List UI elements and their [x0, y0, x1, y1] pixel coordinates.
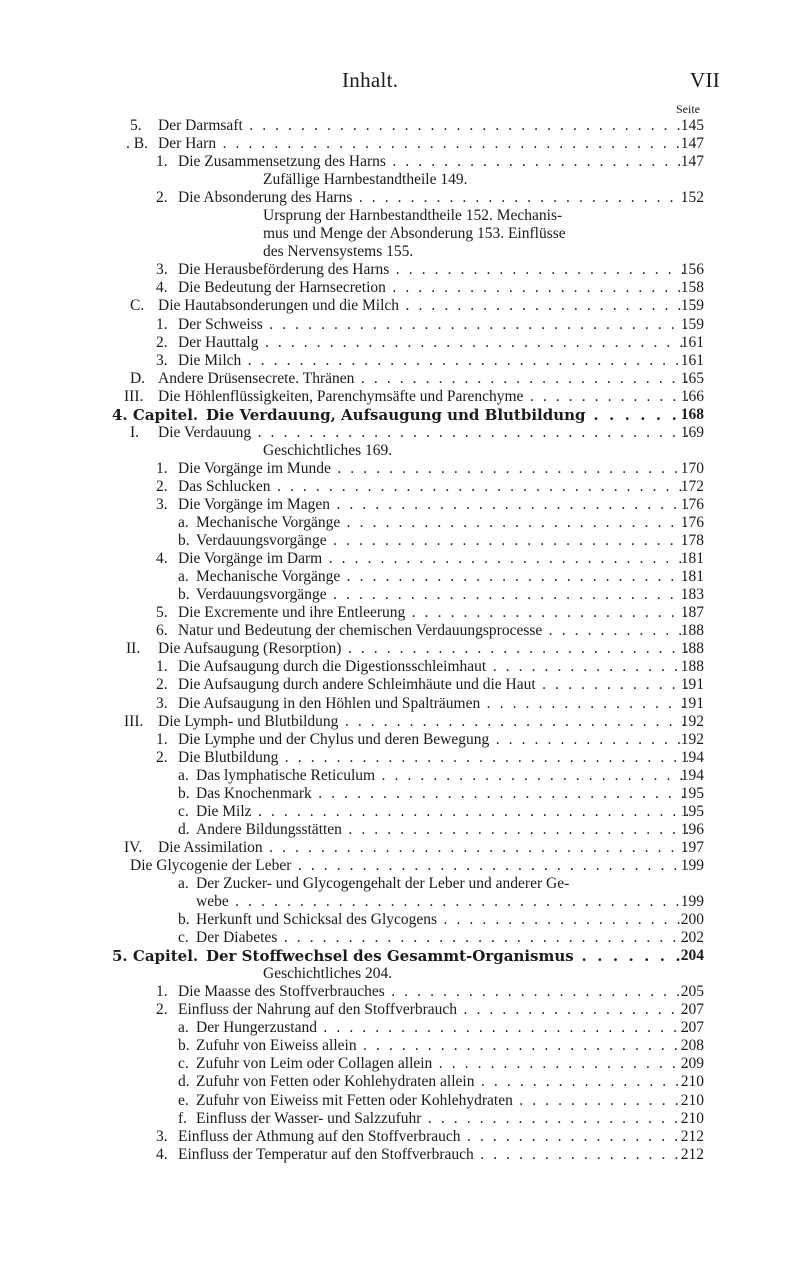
toc-entry-number: 2.: [156, 333, 168, 351]
toc-entry-page: 208: [680, 1037, 704, 1055]
toc-entry-number: 2.: [156, 676, 168, 694]
toc-entry-page: 178: [680, 532, 704, 550]
toc-entry-page: 207: [680, 1019, 704, 1037]
toc-entry-number: 2.: [156, 477, 168, 495]
toc-entry-title: Die Vorgänge im Munde . . .: [178, 460, 688, 478]
toc-entry-page: 188: [680, 658, 704, 676]
toc-entry-number: 4. Capitel.: [112, 405, 199, 424]
toc-entry: [0, 460, 800, 478]
toc-entry-title: Der Hauttalg . . .: [178, 334, 688, 352]
toc-entry-title: Die Verdauung, Aufsaugung und Blutbildung . . .: [206, 406, 688, 424]
toc-entry-page: 166: [680, 387, 704, 405]
toc-entry-number: 3.: [156, 351, 168, 369]
toc-entry: [0, 911, 800, 929]
toc-entry-title: webe . . .: [196, 893, 688, 911]
toc-entry-number: a.: [178, 766, 189, 784]
toc-entry-title: Geschichtliches 204.: [263, 965, 393, 983]
toc-entry-page: 200: [680, 911, 704, 929]
toc-entry-page: 145: [680, 117, 704, 134]
toc-entry: [0, 622, 800, 640]
toc-entry-number: c.: [178, 929, 189, 947]
toc-entry: [0, 1001, 800, 1019]
toc-entry: [0, 586, 800, 604]
toc-entry-title: Einfluss der Temperatur auf den Stoffverbrauch . . .: [178, 1146, 688, 1164]
toc-entry-number: b.: [178, 784, 190, 802]
toc-entry: [0, 171, 800, 189]
toc-entry-number: 1.: [156, 459, 168, 477]
toc-entry: [0, 478, 800, 496]
toc-entry-page: 196: [680, 820, 704, 838]
toc-entry-page: 210: [680, 1091, 704, 1109]
toc-entry-number: a.: [178, 874, 189, 892]
toc-entry: [0, 929, 800, 947]
toc-entry-page: 169: [680, 423, 704, 441]
toc-entry-number: 5. Capitel.: [112, 947, 199, 966]
toc-entry-number: f.: [178, 1109, 188, 1127]
toc-entry-page: 202: [680, 929, 704, 947]
toc-entry-page: 195: [680, 802, 704, 820]
toc-entry-title: Andere Drüsensecrete. Thränen . . .: [158, 370, 688, 388]
toc-entry: [0, 785, 800, 803]
toc-entry-title: Der Diabetes . . .: [196, 929, 688, 947]
toc-entry: [0, 352, 800, 370]
toc-entry-number: II.: [126, 640, 141, 658]
toc-entry-title: Einfluss der Nahrung auf den Stoffverbrauch . . .: [178, 1001, 688, 1019]
toc-entry-page: 204: [680, 947, 704, 965]
toc-entry-number: b.: [178, 586, 190, 604]
toc-entry-title: mus und Menge der Absonderung 153. Einflüsse: [263, 225, 566, 243]
toc-entry-title: Die Milz . . .: [196, 803, 688, 821]
toc-entry-title: Die Bedeutung der Harnsecretion . . .: [178, 279, 688, 297]
toc-entry-title: Die Excremente und ihre Entleerung . . .: [178, 604, 688, 622]
toc-entry-title: Zufuhr von Leim oder Collagen allein . . .: [196, 1055, 688, 1073]
toc-entry-page: 188: [680, 640, 704, 658]
toc-entry-number: 3.: [156, 1127, 168, 1145]
toc-entry-number: 1.: [156, 730, 168, 748]
toc-entry-title: Der Harn . . .: [158, 135, 688, 153]
toc-entry-page: 156: [680, 261, 704, 279]
toc-entry-page: 159: [680, 297, 704, 315]
toc-entry: [0, 514, 800, 532]
toc-entry-title: Zufuhr von Eiweiss mit Fetten oder Kohlehydraten . . .: [196, 1092, 688, 1110]
toc-entry-title: Zufällige Harnbestandtheile 149.: [263, 171, 468, 189]
toc-entry: [0, 153, 800, 171]
toc-entry-page: 152: [680, 189, 704, 207]
toc-entry-page: 183: [680, 586, 704, 604]
toc-entry: [0, 532, 800, 550]
toc-entry-number: 2.: [156, 189, 168, 207]
toc-entry-page: 165: [680, 369, 704, 387]
toc-entry-title: Die Maasse des Stoffverbrauches . . .: [178, 983, 688, 1001]
toc-entry-number: 1.: [156, 315, 168, 333]
toc-entry-title: Mechanische Vorgänge . . .: [196, 514, 688, 532]
toc-entry-title: Die Milch . . .: [178, 352, 688, 370]
toc-entry-title: Die Verdauung . . .: [158, 424, 688, 442]
toc-entry-number: I.: [130, 423, 140, 441]
toc-entry-title: Die Vorgänge im Magen . . .: [178, 496, 688, 514]
toc-entry: [0, 370, 800, 388]
toc-entry-page: 197: [680, 838, 704, 856]
toc-entry: [0, 406, 800, 424]
toc-entry-number: 6.: [156, 622, 168, 640]
toc-entry-title: Der Schweiss . . .: [178, 316, 688, 334]
toc-entry-number: III.: [124, 712, 144, 730]
toc-entry-title: Herkunft und Schicksal des Glycogens . . .: [196, 911, 688, 929]
toc-entry: [0, 749, 800, 767]
toc-entry-title: Das Knochenmark . . .: [196, 785, 688, 803]
toc-entry-number: 4.: [156, 279, 168, 297]
toc-entry-title: Die Lymph- und Blutbildung . . .: [158, 713, 688, 731]
toc-entry-title: Verdauungsvorgänge . . .: [196, 532, 688, 550]
toc-entry: [0, 568, 800, 586]
toc-entry: [0, 496, 800, 514]
toc-entry-page: 212: [680, 1127, 704, 1145]
toc-entry-page: 181: [680, 568, 704, 586]
toc-entry-title: Mechanische Vorgänge . . .: [196, 568, 688, 586]
toc-entry-title: des Nervensystems 155.: [263, 243, 414, 261]
toc-entry-page: 210: [680, 1073, 704, 1091]
toc-entry-title: Die Herausbeförderung des Harns . . .: [178, 261, 688, 279]
toc-entry-number: a.: [178, 514, 189, 532]
toc-entry-page: 176: [680, 495, 704, 513]
toc-entry: [0, 1146, 800, 1164]
toc-entry-title: Die Aufsaugung durch die Digestionsschleimhaut . . .: [178, 658, 688, 676]
toc-entry-number: . B.: [126, 135, 148, 153]
toc-entry: [0, 1055, 800, 1073]
toc-entry-number: c.: [178, 802, 189, 820]
toc-entry-title: Der Hungerzustand . . .: [196, 1019, 688, 1037]
toc-entry-number: d.: [178, 1073, 190, 1091]
toc-entry: [0, 424, 800, 442]
toc-entry: [0, 713, 800, 731]
toc-entry-page: 161: [680, 351, 704, 369]
toc-entry-page: 158: [680, 279, 704, 297]
toc-entry: [0, 1073, 800, 1091]
toc-entry-title: Die Aufsaugung durch andere Schleimhäute und die Haut . . .: [178, 676, 688, 694]
toc-entry-page: 192: [680, 712, 704, 730]
toc-entry-page: 188: [680, 622, 704, 640]
toc-entry-page: 192: [680, 730, 704, 748]
toc-entry: [0, 1019, 800, 1037]
toc-entry-page: 194: [680, 766, 704, 784]
toc-entry-title: Die Vorgänge im Darm . . .: [178, 550, 688, 568]
toc-entry: [0, 983, 800, 1001]
toc-entry: [0, 767, 800, 785]
toc-entry-number: 1.: [156, 153, 168, 171]
toc-entry-page: 147: [680, 135, 704, 153]
toc-entry-number: d.: [178, 820, 190, 838]
toc-entry-number: a.: [178, 1019, 189, 1037]
toc-entry: [0, 334, 800, 352]
page-column-heading: Seite: [676, 102, 700, 116]
toc-entry: [0, 803, 800, 821]
toc-entry-number: D.: [130, 369, 146, 387]
toc-entry-title: Die Aufsaugung (Resorption) . . .: [158, 640, 688, 658]
toc-entry-title: Die Zusammensetzung des Harns . . .: [178, 153, 688, 171]
toc-entry: [0, 243, 800, 261]
toc-entry: [0, 316, 800, 334]
toc-entry-number: 5.: [130, 117, 142, 134]
toc-entry-title: Die Höhlenflüssigkeiten, Parenchymsäfte und Parenchyme . . .: [158, 388, 688, 406]
toc-entry: [0, 640, 800, 658]
toc-entry-number: e.: [178, 1091, 189, 1109]
toc-entry: [0, 695, 800, 713]
toc-entry: [0, 658, 800, 676]
toc-entry-page: 205: [680, 983, 704, 1001]
toc-entry-page: 191: [680, 676, 704, 694]
toc-entry-number: 5.: [156, 604, 168, 622]
toc-entry: [0, 550, 800, 568]
toc-entry: [0, 442, 800, 460]
toc-entry: [0, 857, 800, 875]
toc-entry-title: Die Absonderung des Harns . . .: [178, 189, 688, 207]
toc-entry-title: Andere Bildungsstätten . . .: [196, 821, 688, 839]
toc-entry: [0, 189, 800, 207]
running-head-page-number: VII: [690, 68, 721, 92]
toc-entry-title: Einfluss der Athmung auf den Stoffverbrauch . . .: [178, 1128, 688, 1146]
toc-entry: [0, 1128, 800, 1146]
toc-entry-page: 207: [680, 1001, 704, 1019]
toc-entry-number: 3.: [156, 694, 168, 712]
toc-entry-title: Zufuhr von Fetten oder Kohlehydraten allein . . .: [196, 1073, 688, 1091]
toc-entry: [0, 297, 800, 315]
toc-entry-title: Die Glycogenie der Leber . . .: [130, 857, 688, 875]
toc-entry: [0, 731, 800, 749]
toc-entry-page: 187: [680, 604, 704, 622]
toc-entry-title: Ursprung der Harnbestandtheile 152. Mechanis-: [263, 207, 563, 225]
toc-entry-title: Die Blutbildung . . .: [178, 749, 688, 767]
toc-entry-title: Zufuhr von Eiweiss allein . . .: [196, 1037, 688, 1055]
toc-entry-page: 209: [680, 1055, 704, 1073]
toc-entry: [0, 821, 800, 839]
toc-entry: [0, 225, 800, 243]
toc-entry-page: 210: [680, 1109, 704, 1127]
toc-entry-title: Die Hautabsonderungen und die Milch . . .: [158, 297, 688, 315]
toc-entry-number: III.: [124, 387, 144, 405]
toc-entry-title: Das Schlucken . . .: [178, 478, 688, 496]
toc-entry-page: 199: [680, 856, 704, 874]
toc-entry-page: 199: [680, 893, 704, 911]
toc-entry-number: a.: [178, 568, 189, 586]
toc-entry: [0, 388, 800, 406]
toc-entry: [0, 1092, 800, 1110]
toc-entry: [0, 893, 800, 911]
toc-entry-page: 161: [680, 333, 704, 351]
toc-entry-number: 2.: [156, 1001, 168, 1019]
toc-entry-number: 3.: [156, 495, 168, 513]
toc-entry: [0, 279, 800, 297]
toc-entry: [0, 839, 800, 857]
toc-entry-title: Einfluss der Wasser- und Salzzufuhr . . .: [196, 1110, 688, 1128]
toc-entry: [0, 1110, 800, 1128]
toc-entry-title: Die Aufsaugung in den Höhlen und Spalträumen . . .: [178, 695, 688, 713]
table-of-contents: [0, 117, 800, 1164]
toc-entry-title: Natur und Bedeutung der chemischen Verdauungsprocesse . . .: [178, 622, 688, 640]
running-head-title: Inhalt.: [342, 68, 399, 92]
toc-entry: [0, 676, 800, 694]
toc-entry-page: 168: [680, 405, 704, 423]
toc-entry-title: Geschichtliches 169.: [263, 441, 393, 459]
toc-entry-title: Der Stoffwechsel des Gesammt-Organismus . . .: [206, 947, 688, 965]
toc-entry-title: Die Assimilation . . .: [158, 839, 688, 857]
toc-entry-page: 191: [680, 694, 704, 712]
toc-entry-number: 1.: [156, 658, 168, 676]
toc-entry-number: b.: [178, 1037, 190, 1055]
toc-entry-number: C.: [130, 297, 145, 315]
toc-entry-number: 4.: [156, 550, 168, 568]
toc-entry-page: 176: [680, 514, 704, 532]
toc-entry-page: 181: [680, 550, 704, 568]
toc-entry: [0, 965, 800, 983]
toc-entry-title: Der Zucker- und Glycogengehalt der Leber und anderer Ge-: [196, 874, 570, 892]
toc-entry-title: Der Darmsaft . . .: [158, 117, 688, 135]
toc-entry: [0, 117, 800, 135]
toc-entry-number: 1.: [156, 983, 168, 1001]
toc-entry-page: 159: [680, 315, 704, 333]
toc-entry-number: b.: [178, 911, 190, 929]
toc-entry-title: Verdauungsvorgänge . . .: [196, 586, 688, 604]
toc-entry-number: IV.: [124, 838, 143, 856]
toc-entry: [0, 207, 800, 225]
toc-entry: [0, 875, 800, 893]
toc-entry-number: 4.: [156, 1145, 168, 1163]
toc-entry-page: 195: [680, 784, 704, 802]
toc-entry: [0, 1037, 800, 1055]
toc-entry-title: Das lymphatische Reticulum . . .: [196, 767, 688, 785]
toc-entry-number: 2.: [156, 748, 168, 766]
toc-entry-page: 172: [680, 477, 704, 495]
toc-entry: [0, 135, 800, 153]
toc-entry-page: 194: [680, 748, 704, 766]
toc-entry: [0, 261, 800, 279]
toc-entry-number: c.: [178, 1055, 189, 1073]
toc-entry: [0, 947, 800, 965]
toc-entry-page: 212: [680, 1145, 704, 1163]
toc-entry-number: b.: [178, 532, 190, 550]
toc-entry-title: Die Lymphe und der Chylus und deren Bewegung . . .: [178, 731, 688, 749]
toc-entry-page: 170: [680, 459, 704, 477]
toc-entry-page: 147: [680, 153, 704, 171]
toc-entry: [0, 604, 800, 622]
toc-entry-number: 3.: [156, 261, 168, 279]
